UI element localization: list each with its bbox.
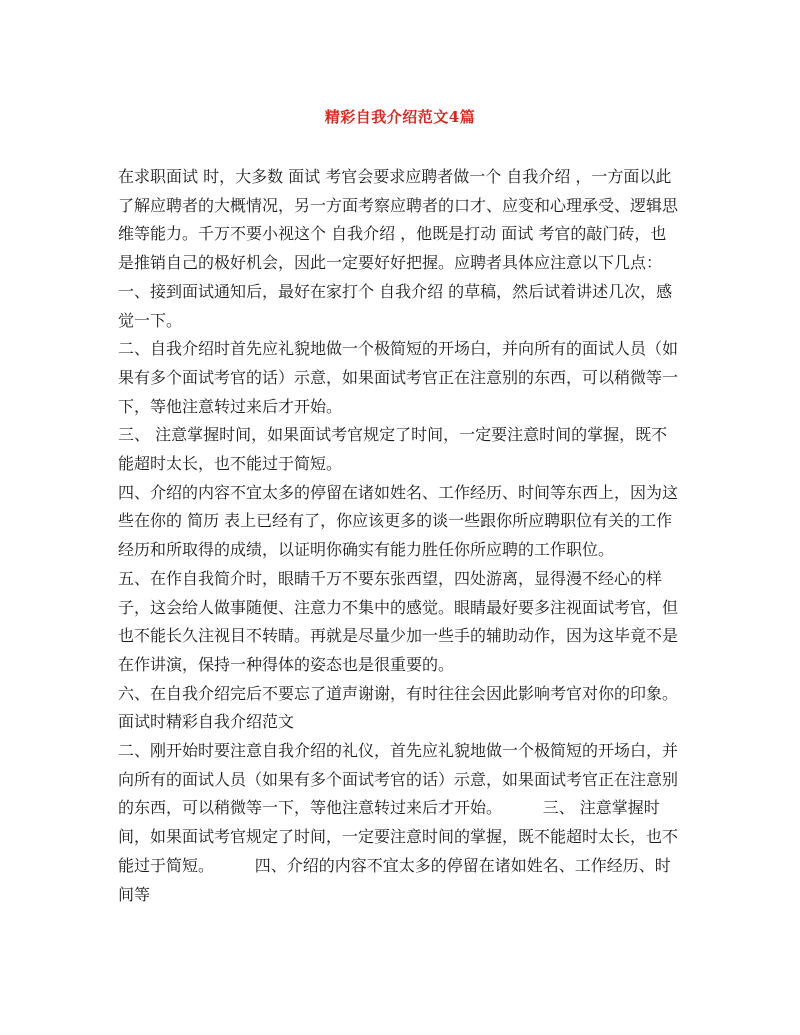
paragraph-intro: 在求职面试 时，大多数 面试 考官会要求应聘者做一个 自我介绍 ，一方面以此了解应聘者的大概情况，另一方面考察应聘者的口才、应变和心理承受、逻辑思维等能力。千万不要小视这个 自我介绍 ，他既是打动 面试 考官的敲门砖，也是推销自己的极好机会，因此一定要好好把握。应聘者具体应注意以下几点： [118,167,679,273]
paragraph-point-5: 五、在作自我简介时，眼睛千万不要东张西望，四处游离，显得漫不经心的样子，这会给人做事随便、注意力不集中的感觉。眼睛最好要多注视面试考官，但也不能长久注视目不转睛。再就是尽量少加一些手的辅助动作，因为这毕竟不是在作讲演，保持一种得体的姿态也是很重要的。 [118,568,679,674]
paragraph-point-4: 四、介绍的内容不宜太多的停留在诸如姓名、工作经历、时间等东西上，因为这些在你的 简历 表上已经有了，你应该更多的谈一些跟你所应聘职位有关的工作经历和所取得的成绩，以证明你确实有能力胜任你所应聘的工作职位。 [118,482,679,560]
paragraph-point-2: 二、自我介绍时首先应礼貌地做一个极简短的开场白，并向所有的面试人员（如果有多个面试考官的话）示意，如果面试考官正在注意别的东西，可以稍微等一下，等他注意转过来后才开始。 [118,339,679,416]
paragraph-section-body: 二、刚开始时要注意自我介绍的礼仪，首先应礼貌地做一个极简短的开场白，并向所有的面试人员（如果有多个面试考官的话）示意，如果面试考官正在注意别的东西，可以稍微等一下，等他注意转过来后才开始。 三、 注意掌握时间，如果面试考官规定了时间，一定要注意时间的掌握，既不能超时太长，也不能过于简短。 四、介绍的内容不宜太多的停留在诸如姓名、工作经历、时间等 [118,741,679,904]
document-body [118,163,680,909]
paragraph-point-3: 三、 注意掌握时间，如果面试考官规定了时间，一定要注意时间的掌握，既不能超时太长，也不能过于简短。 [118,425,668,474]
section-heading: 面试时精彩自我介绍范文 [118,712,295,732]
document-title: 精彩自我介绍范文4篇 [324,108,476,126]
paragraph-point-6: 六、在自我介绍完后不要忘了道声谢谢，有时往往会因此影响考官对你的印象。 [118,683,679,703]
paragraph-point-1: 一、接到面试通知后，最好在家打个 自我介绍 的草稿，然后试着讲述几次，感觉一下。 [118,281,673,330]
